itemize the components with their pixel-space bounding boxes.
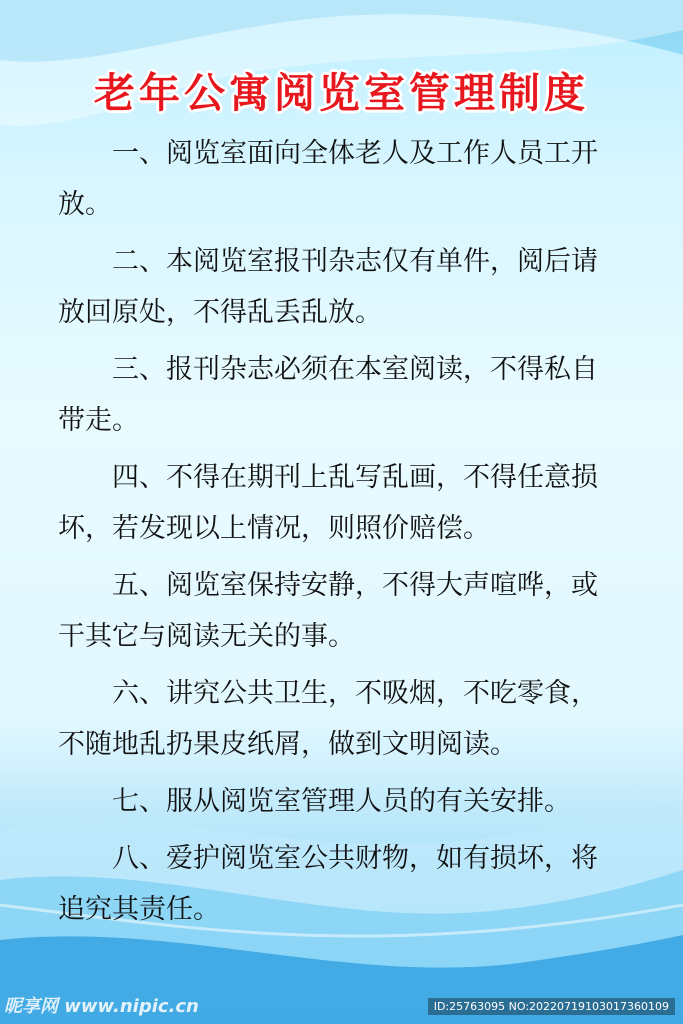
rules-list — [58, 128, 618, 941]
rule-item: 七、服从阅览室管理人员的有关安排。 — [112, 786, 571, 817]
rule-item: 三、报刊杂志必须在本室阅读，不得私自带走。 — [58, 354, 598, 436]
rule-item: 一、阅览室面向全体老人及工作人员工开放。 — [58, 138, 598, 220]
page-title: 老年公寓阅览室管理制度 — [94, 69, 589, 117]
rule-item: 五、阅览室保持安静，不得大声喧哗，或干其它与阅读无关的事。 — [58, 570, 598, 652]
rule-item: 二、本阅览室报刊杂志仅有单件，阅后请放回原处，不得乱丢乱放。 — [58, 246, 598, 328]
image-id-label: ID:25763095 NO:20220719103017360109 — [428, 998, 675, 1015]
watermark: 昵享网 www.nipic.cn — [4, 996, 199, 1017]
rule-item: 四、不得在期刊上乱写乱画，不得任意损坏，若发现以上情况，则照价赔偿。 — [58, 462, 598, 544]
rule-item: 八、爱护阅览室公共财物，如有损坏，将追究其责任。 — [58, 843, 598, 925]
rule-item: 六、讲究公共卫生，不吸烟，不吃零食，不随地乱扔果皮纸屑，做到文明阅读。 — [58, 678, 598, 760]
